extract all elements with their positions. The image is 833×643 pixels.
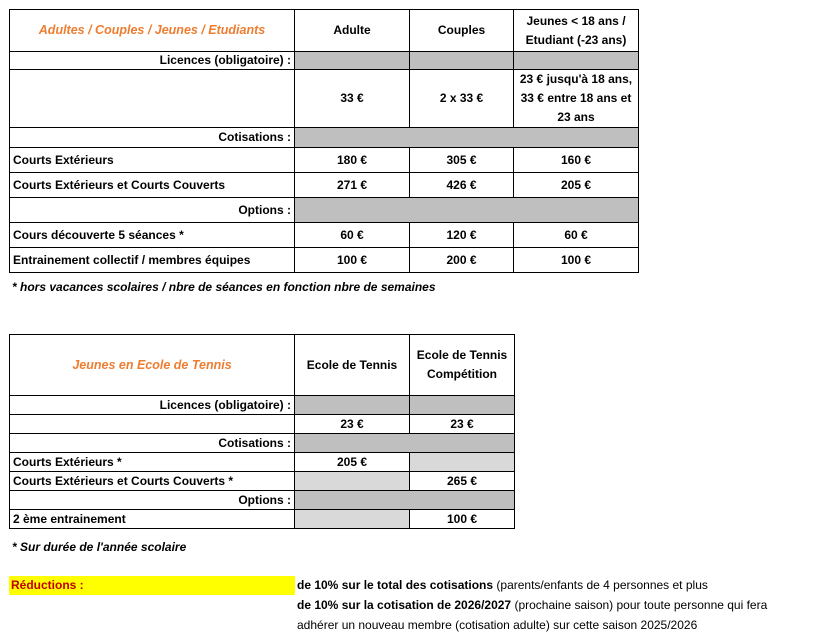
option-row-label: Entrainement collectif / membres équipes (10, 248, 295, 273)
cotisations-label: Cotisations : (10, 434, 295, 453)
option-value: 100 € (410, 510, 515, 529)
options-label: Options : (10, 491, 295, 510)
cotisation-empty-cell (295, 472, 410, 491)
licences-header-cell (410, 52, 514, 70)
option-empty-cell (295, 510, 410, 529)
tarifs-ecole-tennis-table (9, 334, 515, 529)
header-couples: Couples (410, 10, 514, 52)
table1-title: Adultes / Couples / Jeunes / Etudiants (10, 10, 295, 52)
reduction-line-1 (297, 576, 708, 595)
option-value: 60 € (295, 223, 410, 248)
reduction-line-2-bold: de 10% sur la cotisation de 2026/2027 (297, 598, 512, 612)
options-label: Options : (10, 198, 295, 223)
header-jeunes: Jeunes < 18 ans / Etudiant (-23 ans) (514, 10, 639, 52)
licence-couples: 2 x 33 € (410, 70, 514, 128)
licence-ecole: 23 € (295, 415, 410, 434)
cotisation-value: 426 € (410, 173, 514, 198)
option-value: 100 € (514, 248, 639, 273)
cotisation-value: 205 € (514, 173, 639, 198)
licences-header-cell (514, 52, 639, 70)
table2-footnote: * Sur durée de l'année scolaire (12, 540, 187, 554)
cotisation-value: 205 € (295, 453, 410, 472)
cotisation-row-label: Courts Extérieurs (10, 148, 295, 173)
options-header-bar (295, 491, 515, 510)
option-value: 60 € (514, 223, 639, 248)
licences-header-cell (295, 396, 410, 415)
cotisations-header-bar (295, 434, 515, 453)
licences-header-cell (295, 52, 410, 70)
option-row-label: 2 ème entrainement (10, 510, 295, 529)
tarifs-adultes-table (9, 9, 639, 273)
cotisation-value: 265 € (410, 472, 515, 491)
table1-footnote: * hors vacances scolaires / nbre de séances en fonction nbre de semaines (12, 280, 436, 294)
cotisation-row-label: Courts Extérieurs et Courts Couverts * (10, 472, 295, 491)
table2-title: Jeunes en Ecole de Tennis (10, 335, 295, 396)
option-value: 120 € (410, 223, 514, 248)
cotisation-value: 160 € (514, 148, 639, 173)
option-row-label: Cours découverte 5 séances * (10, 223, 295, 248)
cotisation-empty-cell (410, 453, 515, 472)
licence-adulte: 33 € (295, 70, 410, 128)
option-value: 100 € (295, 248, 410, 273)
licences-label: Licences (obligatoire) : (10, 52, 295, 70)
reductions-label: Réductions : (9, 576, 295, 595)
header-ecole-competition: Ecole de Tennis Compétition (410, 335, 515, 396)
option-value: 200 € (410, 248, 514, 273)
cotisation-row-label: Courts Extérieurs * (10, 453, 295, 472)
options-header-bar (295, 198, 639, 223)
cotisation-row-label: Courts Extérieurs et Courts Couverts (10, 173, 295, 198)
header-ecole-tennis: Ecole de Tennis (295, 335, 410, 396)
reduction-line-3: adhérer un nouveau membre (cotisation adulte) sur cette saison 2025/2026 (297, 618, 698, 632)
licences-label: Licences (obligatoire) : (10, 396, 295, 415)
licence-competition: 23 € (410, 415, 515, 434)
reduction-line-1-bold: de 10% sur le total des cotisations (297, 578, 494, 592)
licence-empty-cell (10, 70, 295, 128)
cotisations-label: Cotisations : (10, 128, 295, 148)
header-adulte: Adulte (295, 10, 410, 52)
reduction-line-2 (297, 596, 767, 615)
cotisation-value: 305 € (410, 148, 514, 173)
cotisation-value: 180 € (295, 148, 410, 173)
licences-header-cell (410, 396, 515, 415)
cotisation-value: 271 € (295, 173, 410, 198)
reduction-line-1-rest: (parents/enfants de 4 personnes et plus (493, 578, 708, 592)
licence-empty-cell (10, 415, 295, 434)
reduction-line-2-rest: (prochaine saison) pour toute personne qui fera (511, 598, 768, 612)
cotisations-header-bar (295, 128, 639, 148)
licence-jeunes: 23 € jusqu'à 18 ans, 33 € entre 18 ans et 23 ans (514, 70, 639, 128)
